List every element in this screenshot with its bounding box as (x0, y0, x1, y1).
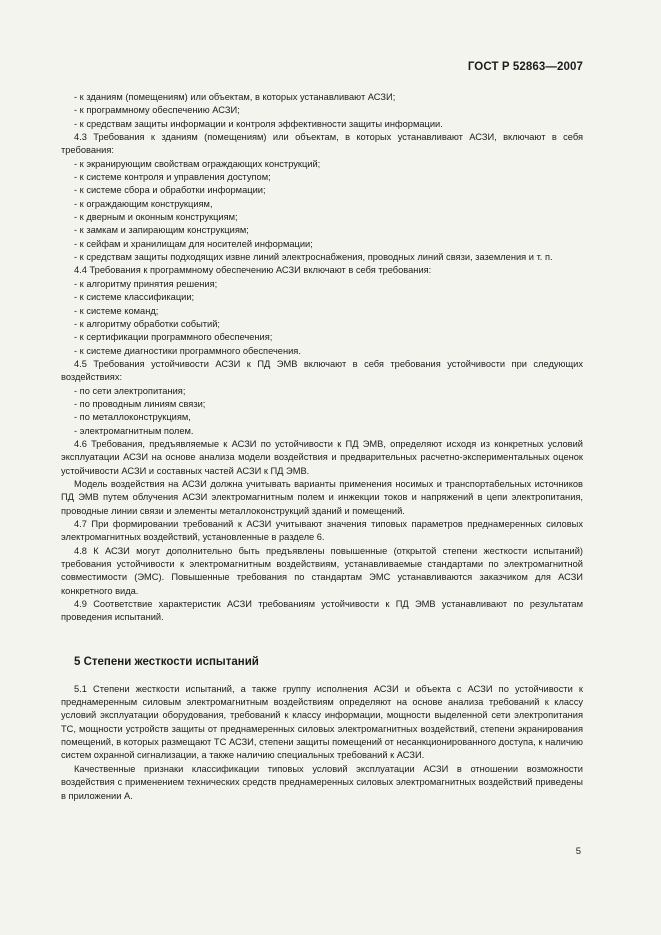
list-item: - к ограждающим конструкциям, (74, 198, 213, 209)
list-item: - к системе команд; (74, 305, 159, 316)
list-item: - по металлоконструкциям, (74, 412, 191, 423)
standard-header: ГОСТ Р 52863—2007 (467, 61, 583, 73)
paragraph-4-8: 4.8 К АСЗИ могут дополнительно быть предъявлены повышенные (открытой степени жесткости испытаний) требования устойчивости к электромагнитным воздействиям, устанавливаемые стандартами по электромагнитной совместимости (ЭМС). Повышенные требования по стандартам ЭМС устанавливаются заказчиком для АСЗИ конкретного вида. (61, 545, 583, 596)
list-item: - к экранирующим свойствам ограждающих конструкций; (74, 158, 321, 169)
paragraph-4-7: 4.7 При формировании требований к АСЗИ учитывают значения типовых параметров преднамеренных силовых электромагнитных воздействий, установленные в разделе 6. (61, 519, 583, 543)
list-item: - к дверным и оконным конструкциям; (74, 212, 238, 223)
list-item: - к программному обеспечению АСЗИ; (74, 105, 240, 116)
paragraph-4-9: 4.9 Соответствие характеристик АСЗИ требованиям устойчивости к ПД ЭМВ устанавливают по результатам проведения испытаний. (61, 599, 583, 623)
list-item: - к сейфам и хранилищам для носителей информации; (74, 238, 313, 249)
list-item: - по проводным линиям связи; (74, 398, 206, 409)
list-item: - к системе контроля и управления доступом; (74, 172, 271, 183)
paragraph-4-6-model: Модель воздействия на АСЗИ должна учитывать варианты применения носимых и транспортабельных источников ПД ЭМВ путем облучения АСЗИ электромагнитным полем и инжекции токов и напряжений в цепи электропитания, проводные линии связи и элементы металлоконструкций зданий и помещений. (61, 478, 583, 516)
list-item: - электромагнитным полем. (74, 425, 194, 436)
list-item: - к системе диагностики программного обеспечения. (74, 345, 301, 356)
list-item: - по сети электропитания; (74, 385, 186, 396)
section-5-heading: 5 Степени жесткости испытаний (74, 655, 259, 668)
paragraph-4-4: 4.4 Требования к программному обеспечению АСЗИ включают в себя требования: (74, 265, 432, 276)
list-item: - к алгоритму обработки событий; (74, 318, 221, 329)
list-item: - к зданиям (помещениям) или объектам, в которых устанавливают АСЗИ; (74, 92, 396, 102)
paragraph-4-6: 4.6 Требования, предъявляемые к АСЗИ по устойчивости к ПД ЭМВ, определяют исходя из конкретных условий эксплуатации АСЗИ на основе анализа модели воздействия и предварительных расчетно-экспериментальных оценок устойчивости АСЗИ и составных частей АСЗИ к ПД ЭМВ. (61, 438, 583, 476)
page-number: 5 (575, 846, 581, 857)
list-item: - к алгоритму принятия решения; (74, 278, 218, 289)
paragraph-5-1: 5.1 Степени жесткости испытаний, а также группу исполнения АСЗИ и объекта с АСЗИ по устойчивости к преднамеренным силовым электромагнитным воздействиям определяют на основе анализа требований к классу условий эксплуатации оборудования, требований к классу информации, мощности выделенной сети электропитания ТС, мощности устройств защиты от преднамеренных силовых электромагнитных воздействий, степени экранирования помещений, в которых размещают ТС АСЗИ, степени защиты помещений от несанкционированного доступа, к наличию систем охранной сигнализации, а также наличию специальных требований к АСЗИ. (61, 683, 583, 761)
list-item: - к сертификации программного обеспечения; (74, 332, 273, 343)
list-item: - к средствам защиты подходящих извне линий электроснабжения, проводных линий связи, заземления и т. п. (74, 252, 553, 263)
list-item: - к замкам и запирающим конструкциям; (74, 225, 249, 236)
paragraph-4-5: 4.5 Требования устойчивости АСЗИ к ПД ЭМВ включают в себя требования устойчивости при следующих воздействиях: (61, 358, 583, 383)
list-item: - к системе сбора и обработки информации; (74, 185, 266, 196)
list-item: - к системе классификации; (74, 292, 195, 303)
paragraph-5-1-qualitative: Качественные признаки классификации типовых условий эксплуатации АСЗИ в отношении возможности воздействия с применением технических средств преднамеренных силовых электромагнитных воздействий приведены в приложении А. (61, 763, 583, 801)
list-item: - к средствам защиты информации и контроля эффективности защиты информации. (74, 118, 443, 129)
paragraph-4-3: 4.3 Требования к зданиям (помещениям) или объектам, в которых устанавливают АСЗИ, включают в себя требования: (61, 132, 583, 156)
document-body (61, 91, 583, 803)
